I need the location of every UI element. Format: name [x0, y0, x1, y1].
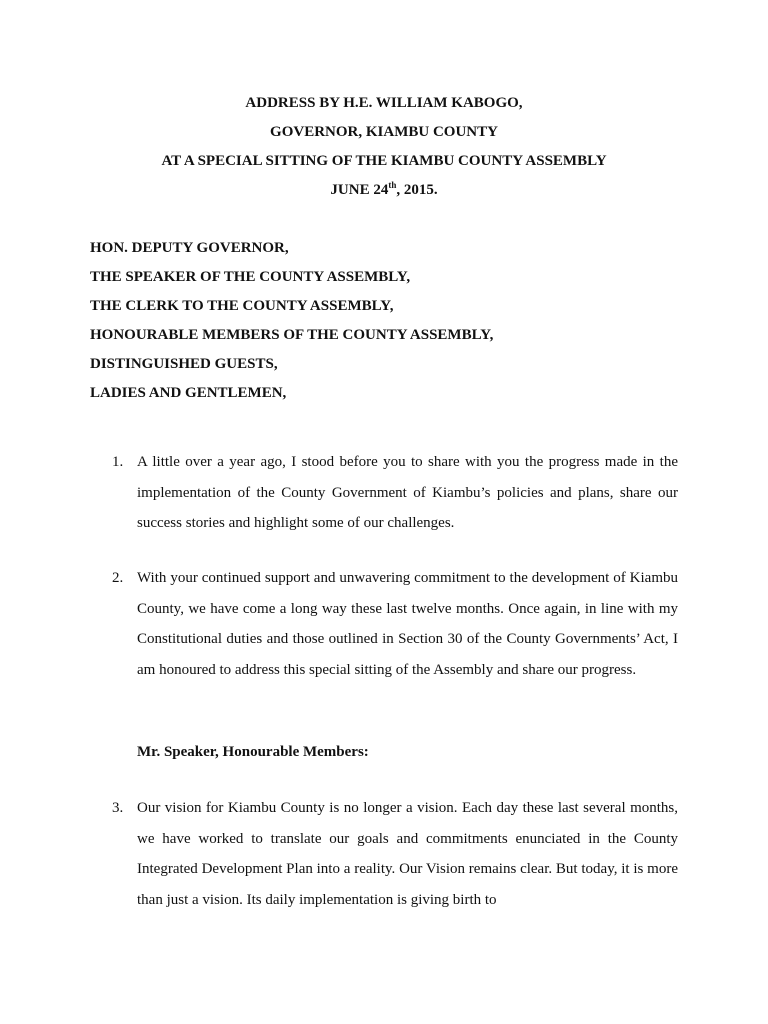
title-line-3: AT A SPECIAL SITTING OF THE KIAMBU COUNTY ASSEMBLY — [161, 153, 607, 169]
title-date — [0, 179, 768, 208]
title-line-1: ADDRESS BY H.E. WILLIAM KABOGO, — [245, 95, 523, 111]
title-date-prefix: JUNE 24 — [330, 182, 389, 198]
paragraph-3 — [112, 793, 678, 915]
salutation-line: HONOURABLE MEMBERS OF THE COUNTY ASSEMBLY, — [90, 327, 494, 343]
paragraph-number: 3. — [112, 800, 124, 816]
subheading: Mr. Speaker, Honourable Members: — [137, 744, 369, 760]
title-date-suffix: , 2015. — [396, 182, 438, 198]
paragraph-number: 1. — [112, 454, 124, 470]
paragraph-number: 2. — [112, 570, 124, 586]
paragraph-1 — [112, 447, 678, 539]
salutation-line: THE SPEAKER OF THE COUNTY ASSEMBLY, — [90, 269, 411, 285]
title-date-sup: th — [388, 180, 397, 190]
paragraph-text: A little over a year ago, I stood before you to share with you the progress made in the implementation of the County Government of Kiambu’s policies and plans, share our success stories and highlight some of our challenges. — [137, 454, 678, 531]
salutations — [90, 237, 493, 411]
paragraph-text: Our vision for Kiambu County is no longer a vision. Each day these last several months, we have worked to translate our goals and commitments enunciated in the County Integrated Development Plan into a reality. Our Vision remains clear. But today, it is more than just a vision. Its daily implementation is giving birth to — [137, 800, 678, 908]
address-title — [0, 92, 768, 208]
salutation-line: THE CLERK TO THE COUNTY ASSEMBLY, — [90, 298, 394, 314]
title-line-2: GOVERNOR, KIAMBU COUNTY — [270, 124, 498, 140]
salutation-line: LADIES AND GENTLEMEN, — [90, 385, 287, 401]
paragraph-text: With your continued support and unwavering commitment to the development of Kiambu County, we have come a long way these last twelve months. Once again, in line with my Constitutional duties and those outlined in Section 30 of the County Governments’ Act, I am honoured to address this special sitting of the Assembly and share our progress. — [137, 570, 678, 678]
salutation-line: DISTINGUISHED GUESTS, — [90, 356, 278, 372]
paragraph-2 — [112, 563, 678, 685]
salutation-line: HON. DEPUTY GOVERNOR, — [90, 240, 289, 256]
